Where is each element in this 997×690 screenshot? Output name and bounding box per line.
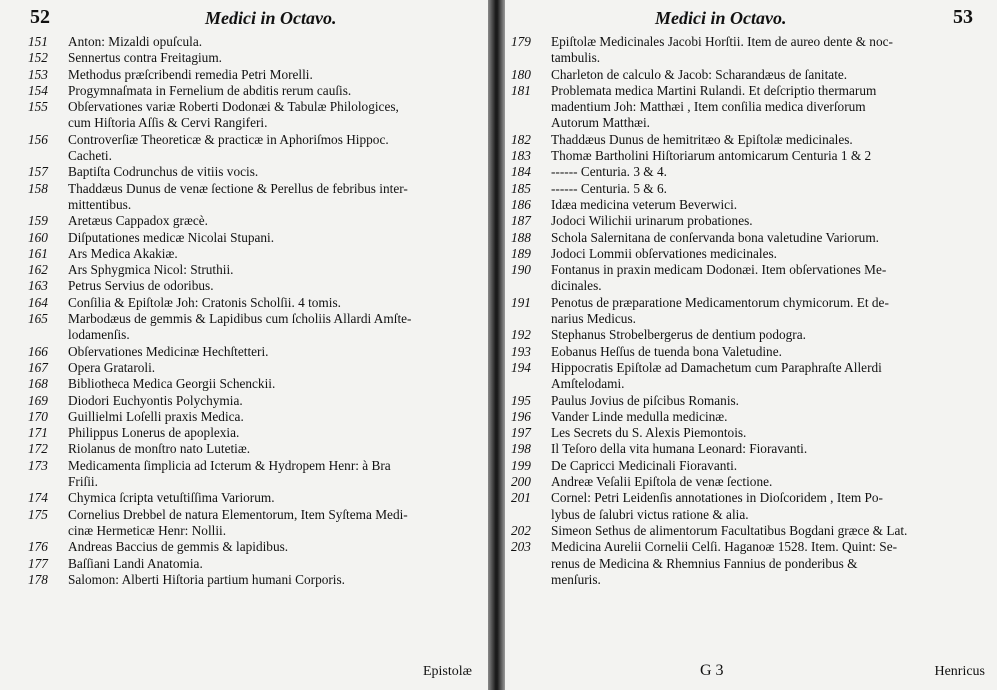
catalog-entry — [28, 376, 411, 392]
entry-title: ------ Centuria. 3 & 4. — [551, 164, 667, 180]
catalog-entry — [28, 213, 411, 229]
entry-number: 201 — [511, 490, 531, 506]
catchword: Henricus — [934, 664, 985, 679]
page-number: 52 — [30, 6, 50, 28]
catalog-entry — [511, 197, 907, 213]
left-page — [0, 0, 488, 690]
catalog-entry — [511, 246, 907, 262]
entry-number: 182 — [511, 131, 531, 147]
entry-number: 195 — [511, 392, 531, 408]
entry-title: Riolanus de monſtro nato Lutetiæ. — [68, 441, 251, 457]
catalog-entry — [511, 409, 907, 425]
entry-number: 154 — [28, 82, 48, 98]
entry-title: Medicamenta ſimplicia ad Icterum & Hydropem Henr: à Bra Friſii. — [68, 457, 391, 490]
entry-title: Vander Linde medulla medicinæ. — [551, 408, 728, 424]
entry-number: 184 — [511, 164, 531, 180]
entry-title: Progymnaſmata in Fernelium de abditis rerum cauſis. — [68, 82, 352, 98]
entry-number: 187 — [511, 213, 531, 229]
catchword: Epistolæ — [422, 664, 472, 679]
catalog-entry — [511, 344, 907, 360]
entry-title: Chymica ſcripta vetuſtiſſima Variorum. — [68, 490, 275, 506]
catalog-entry — [28, 539, 411, 555]
entry-title: Philippus Lonerus de apoplexia. — [68, 425, 240, 441]
entry-number: 177 — [28, 555, 48, 571]
catalog-entry — [511, 83, 907, 132]
entry-number: 189 — [511, 245, 531, 261]
entry-title: Diſputationes medicæ Nicolai Stupani. — [68, 229, 275, 245]
entry-title: Paulus Jovius de piſcibus Romanis. — [551, 392, 740, 408]
entry-title: Jodoci Lommii obſervationes medicinales. — [551, 245, 777, 261]
entry-title: Les Secrets du S. Alexis Piemontois. — [551, 425, 747, 441]
catalog-entry — [28, 393, 411, 409]
entry-number: 174 — [28, 490, 48, 506]
catalog-entry — [511, 181, 907, 197]
entry-number: 192 — [511, 327, 531, 343]
entry-number: 200 — [511, 474, 531, 490]
entry-number: 167 — [28, 359, 48, 375]
catalog-entry — [28, 83, 411, 99]
catalog-entry — [28, 360, 411, 376]
entry-number: 168 — [28, 376, 48, 392]
entry-number: 179 — [511, 34, 531, 49]
entry-title: ------ Centuria. 5 & 6. — [551, 180, 667, 196]
catalog-entry — [28, 230, 411, 246]
entry-title: Baptiſta Codrunchus de vitiis vocis. — [68, 164, 259, 180]
entry-number: 156 — [28, 131, 48, 147]
entry-number: 178 — [28, 571, 48, 587]
entry-number: 202 — [511, 522, 531, 538]
signature-mark: G 3 — [700, 662, 724, 679]
catalog-entry — [511, 441, 907, 457]
entry-title: Epiſtolæ Medicinales Jacobi Horſtii. Item de aureo dente & noc- tambulis. — [551, 34, 893, 66]
catalog-entry — [511, 523, 907, 539]
entry-title: Schola Salernitana de conſervanda bona valetudine Variorum. — [551, 229, 880, 245]
catalog-entry — [28, 50, 411, 66]
entry-number: 199 — [511, 457, 531, 473]
entry-title: Andreæ Veſalii Epiſtola de venæ ſectione. — [551, 474, 773, 490]
entry-title: Baſſiani Landi Anatomia. — [68, 555, 203, 571]
entry-title: Fontanus in praxin medicam Dodonæi. Item obſervationes Me- dicinales. — [551, 262, 887, 294]
entry-title: Thaddæus Dunus de venæ ſectione & Perellus de febribus inter- mittentibus. — [68, 180, 408, 212]
catalog-entry — [511, 327, 907, 343]
catalog-entry — [511, 262, 907, 295]
catalog-entry — [511, 393, 907, 409]
catalog-entry — [28, 295, 411, 311]
entry-number: 164 — [28, 294, 48, 310]
entry-number: 153 — [28, 66, 48, 82]
entry-title: Jodoci Wilichii urinarum probationes. — [551, 213, 753, 229]
entry-number: 191 — [511, 294, 531, 310]
catalog-entry — [28, 441, 411, 457]
entry-title: Obſervationes Medicinæ Hechſtetteri. — [68, 343, 269, 359]
entry-number: 181 — [511, 82, 531, 98]
catalog-entry — [511, 67, 907, 83]
catalog-entry — [28, 246, 411, 262]
entry-title: Problemata medica Martini Rulandi. Et deſcriptio thermarum madentium Joh: Matthæi , Item conſilia medica diverſorum Autorum Matthæi. — [551, 82, 877, 131]
catalog-entry — [28, 490, 411, 506]
entry-number: 169 — [28, 392, 48, 408]
entry-title: Thaddæus Dunus de hemitritæo & Epiſtolæ medicinales. — [551, 131, 853, 147]
entry-title: Anton: Mizaldi opuſcula. — [68, 34, 203, 49]
entry-title: Ars Medica Akakiæ. — [68, 245, 178, 261]
catalog-entry — [511, 213, 907, 229]
entry-number: 155 — [28, 99, 48, 115]
entry-title: Salomon: Alberti Hiſtoria partium humani Corporis. — [68, 571, 345, 587]
catalog-entry — [511, 425, 907, 441]
entry-title: Aretæus Cappadox græcè. — [68, 213, 208, 229]
entry-title: Sennertus contra Freitagium. — [68, 50, 222, 66]
entry-number: 152 — [28, 50, 48, 66]
catalog-entry — [28, 99, 411, 132]
entry-title: Medicina Aurelii Cornelii Celſi. Haganoæ 1528. Item. Quint: Se- renus de Medicina & Rhemnius Fannius de ponderibus & menſuris. — [551, 539, 898, 587]
entry-number: 173 — [28, 457, 48, 473]
catalog-entry — [511, 132, 907, 148]
entry-title: Obſervationes variæ Roberti Dodonæi & Tabulæ Philologices, cum Hiſtoria Aſſis & Cervi Rangiferi. — [68, 99, 399, 131]
entry-number: 159 — [28, 213, 48, 229]
entry-number: 190 — [511, 262, 531, 278]
catalog-entry — [511, 490, 907, 523]
entry-title: Andreas Baccius de gemmis & lapidibus. — [68, 539, 289, 555]
entry-number: 183 — [511, 148, 531, 164]
entry-title: De Capricci Medicinali Fioravanti. — [551, 457, 738, 473]
entry-number: 171 — [28, 425, 48, 441]
entry-number: 161 — [28, 245, 48, 261]
catalog-entry — [28, 181, 411, 214]
catalog-entry — [28, 556, 411, 572]
entry-number: 197 — [511, 425, 531, 441]
entry-number: 185 — [511, 180, 531, 196]
entry-title: Bibliotheca Medica Georgii Schenckii. — [68, 376, 276, 392]
entry-title: Thomæ Bartholini Hiſtoriarum antomicarum Centuria 1 & 2 — [551, 148, 872, 164]
entry-title: Controverſiæ Theoreticæ & practicæ in Aphoriſmos Hippoc. Cacheti. — [68, 131, 389, 164]
entry-number: 193 — [511, 343, 531, 359]
entry-number: 186 — [511, 196, 531, 212]
entry-number: 170 — [28, 408, 48, 424]
entry-title: Cornel: Petri Leidenſis annotationes in Dioſcoridem , Item Po- lybus de ſalubri victus ratione & alia. — [551, 490, 883, 522]
catalog-entry — [28, 458, 411, 491]
catalog-entry — [28, 425, 411, 441]
entry-number: 176 — [28, 539, 48, 555]
entry-title: Penotus de præparatione Medicamentorum chymicorum. Et de- narius Medicus. — [551, 294, 889, 327]
entry-title: Marbodæus de gemmis & Lapidibus cum ſcholiis Allardi Amſte- lodamenſis. — [68, 311, 412, 343]
catalog-entry — [511, 458, 907, 474]
entry-title: Ars Sphygmica Nicol: Struthii. — [68, 262, 234, 278]
entry-number: 162 — [28, 262, 48, 278]
entry-title: Eobanus Heſſus de tuenda bona Valetudine. — [551, 343, 782, 359]
entry-title: Charleton de calculo & Jacob: Scharandæus de ſanitate. — [551, 66, 848, 82]
entry-title: Cornelius Drebbel de natura Elementorum, Item Syſtema Medi- cinæ Hermeticæ Henr: Nollii. — [68, 506, 408, 538]
catalog-entry — [511, 295, 907, 328]
entry-number: 160 — [28, 229, 48, 245]
entry-title: Guillielmi Loſelli praxis Medica. — [68, 408, 244, 424]
right-page — [505, 0, 997, 690]
entry-title: Diodori Euchyontis Polychymia. — [68, 392, 243, 408]
catalog-entry — [28, 34, 411, 50]
catalog-entry — [511, 230, 907, 246]
entry-title: Simeon Sethus de alimentorum Facultatibus Bogdani græce & Lat. — [551, 522, 908, 538]
entry-number: 165 — [28, 311, 48, 327]
entry-title: Hippocratis Epiſtolæ ad Damachetum cum Paraphraſte Allerdi Amſtelodami. — [551, 359, 882, 392]
entry-title: Idæa medicina veterum Beverwici. — [551, 196, 738, 212]
catalog-entry — [28, 311, 411, 344]
entry-number: 194 — [511, 359, 531, 375]
catalog-entry — [511, 474, 907, 490]
catalog-entry — [28, 409, 411, 425]
entry-title: Methodus præſcribendi remedia Petri Morelli. — [68, 66, 313, 82]
entry-title: Opera Grataroli. — [68, 359, 156, 375]
catalog-entry — [511, 539, 907, 588]
entry-title: Il Teſoro della vita humana Leonard: Fioravanti. — [551, 441, 808, 457]
catalog-entry — [511, 148, 907, 164]
entry-number: 157 — [28, 164, 48, 180]
catalog-entry — [28, 164, 411, 180]
catalog-entry — [28, 278, 411, 294]
entry-number: 188 — [511, 229, 531, 245]
catalog-entry — [511, 34, 907, 67]
entry-number: 172 — [28, 441, 48, 457]
entry-number: 196 — [511, 408, 531, 424]
running-header: Medici in Octavo. — [655, 8, 787, 28]
catalog-entry — [511, 360, 907, 393]
running-header: Medici in Octavo. — [205, 8, 337, 28]
entry-number: 203 — [511, 539, 531, 555]
entry-number: 180 — [511, 66, 531, 82]
entry-number: 175 — [28, 506, 48, 522]
entry-title: Stephanus Strobelbergerus de dentium podogra. — [551, 327, 806, 343]
entry-number: 166 — [28, 343, 48, 359]
catalog-entry — [28, 344, 411, 360]
book-gutter — [488, 0, 505, 690]
entry-title: Conſilia & Epiſtolæ Joh: Cratonis Scholſii. 4 tomis. — [68, 294, 341, 310]
entry-number: 198 — [511, 441, 531, 457]
entry-title: Petrus Servius de odoribus. — [68, 278, 214, 294]
catalog-entry — [28, 572, 411, 588]
catalog-entry — [28, 67, 411, 83]
entry-number: 158 — [28, 180, 48, 196]
catalog-entry — [28, 507, 411, 540]
entry-number: 151 — [28, 34, 48, 49]
catalog-entry — [511, 164, 907, 180]
catalog-entry — [28, 262, 411, 278]
page-number: 53 — [953, 6, 973, 28]
entry-number: 163 — [28, 278, 48, 294]
entry-list — [28, 34, 411, 588]
entry-list — [511, 34, 907, 588]
catalog-entry — [28, 132, 411, 165]
